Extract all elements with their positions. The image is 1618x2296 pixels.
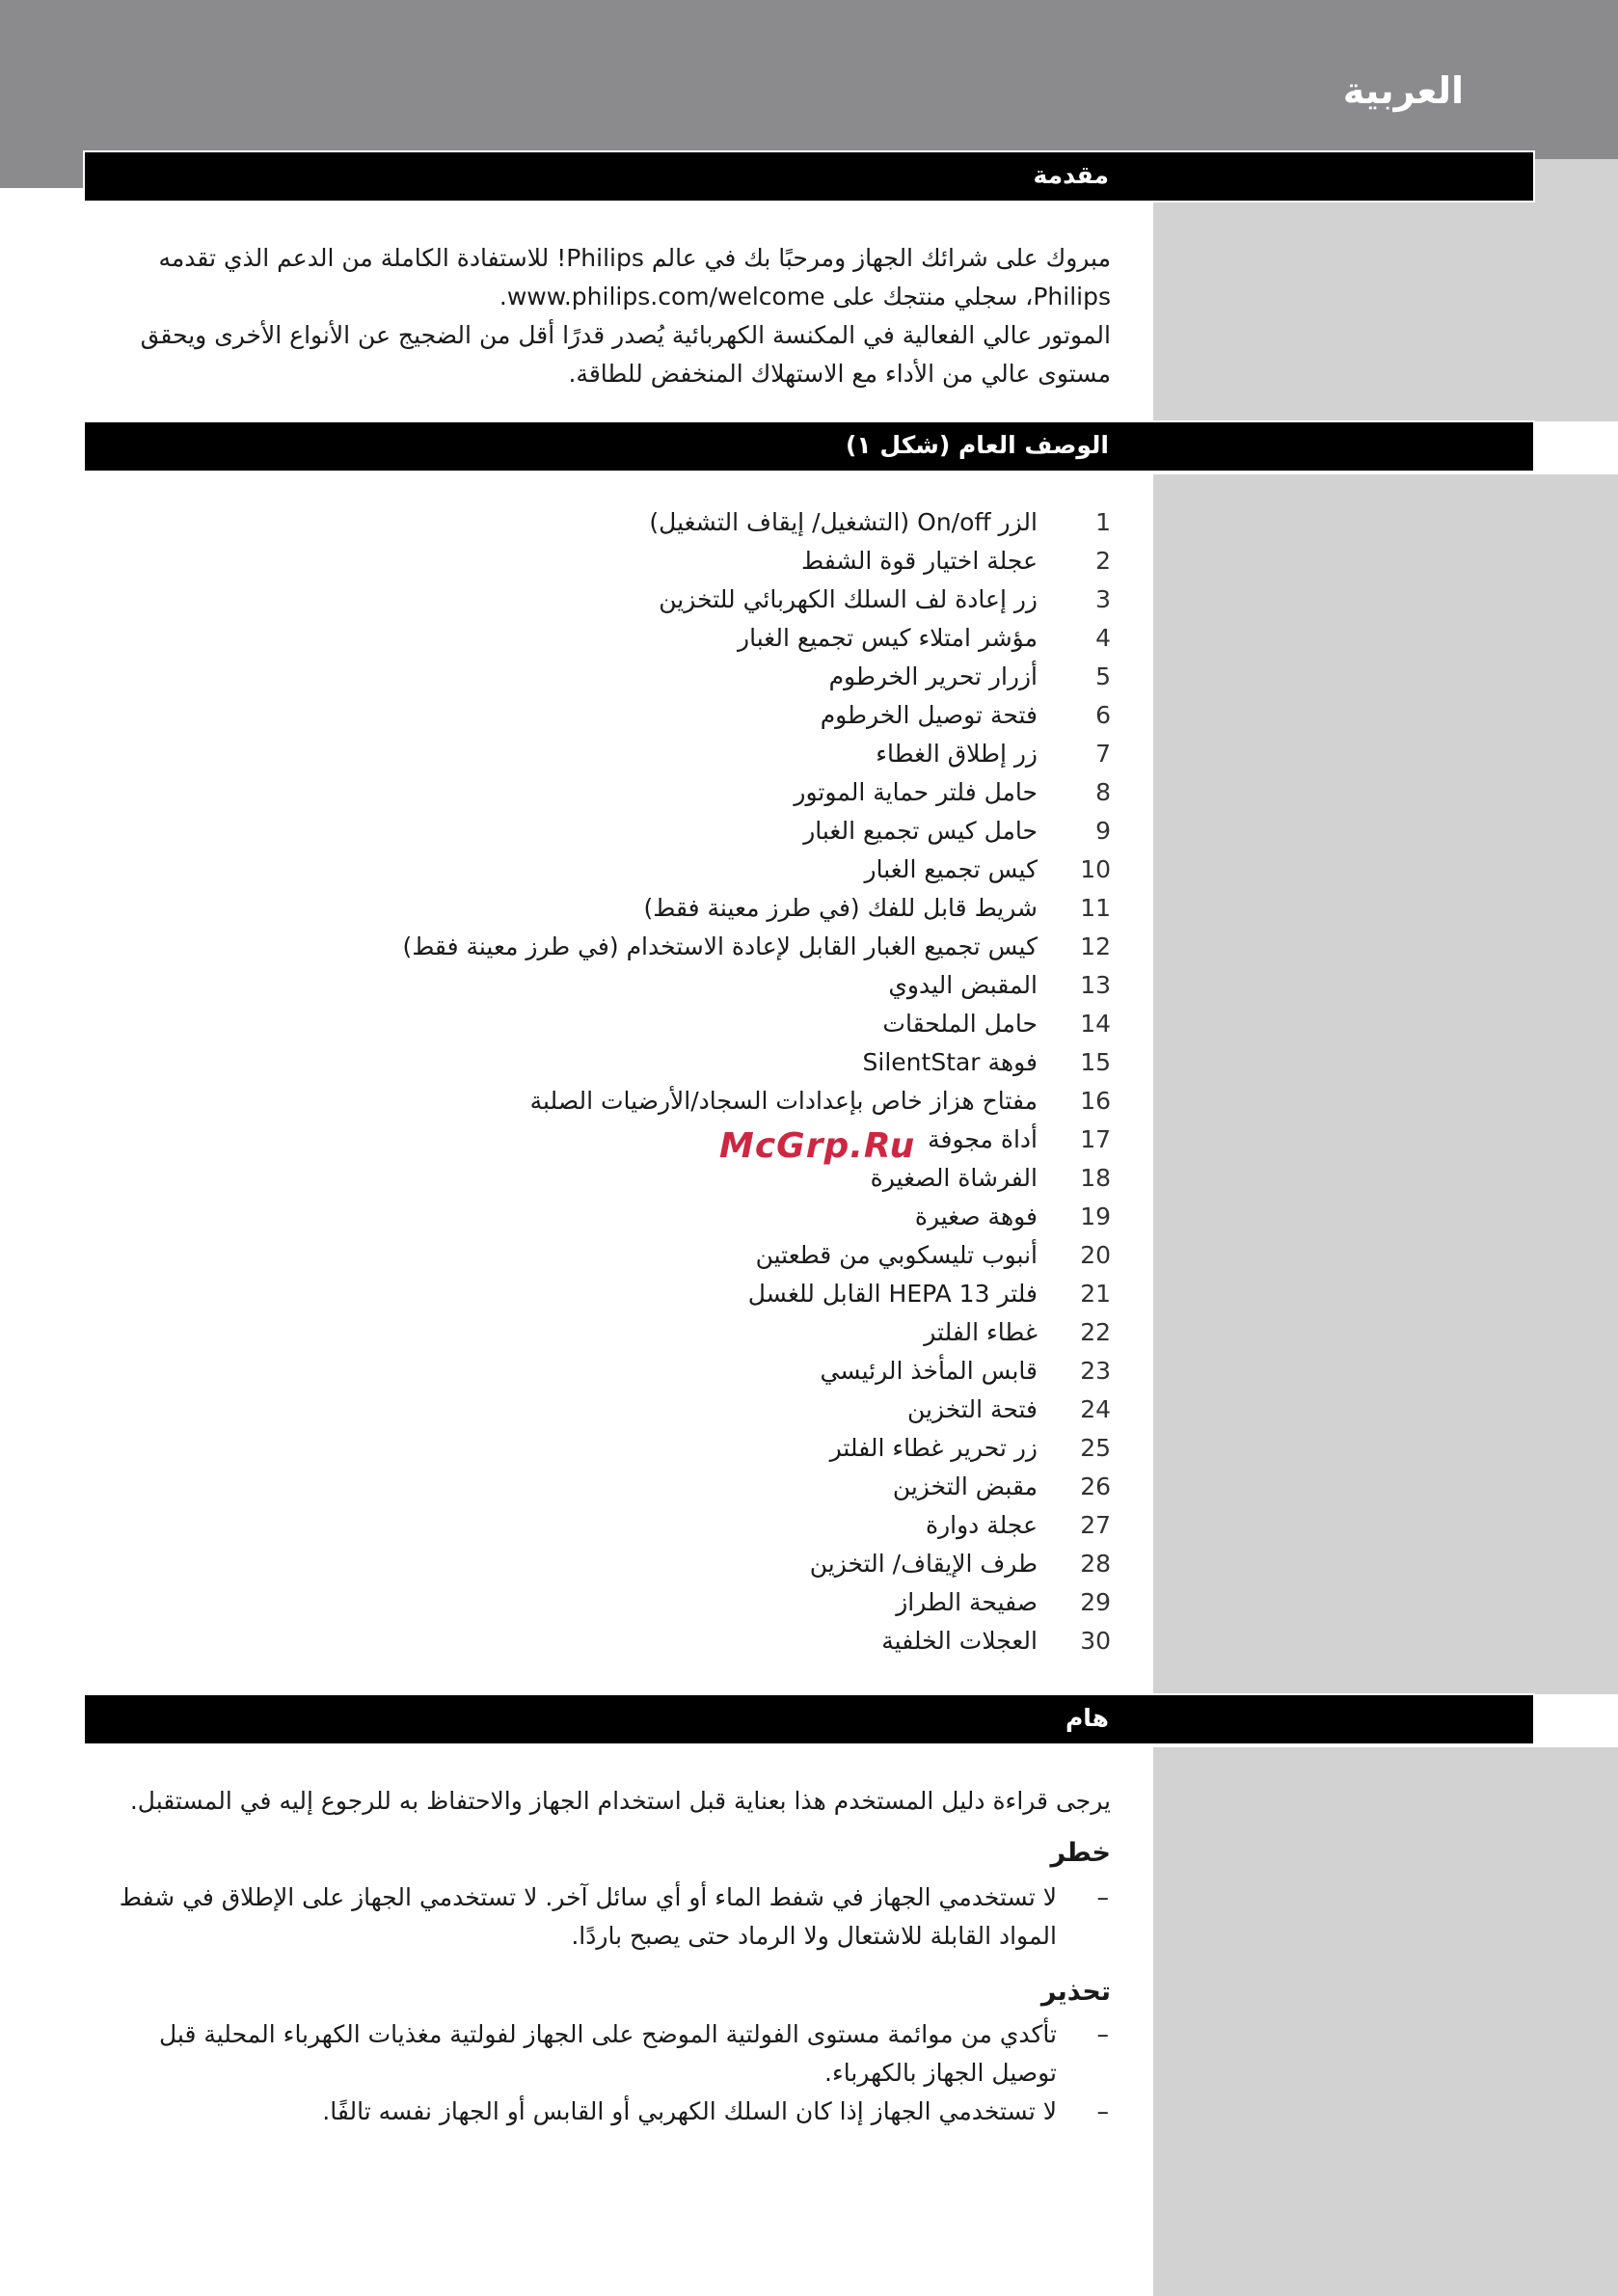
part-label: الفرشاة الصغيرة	[870, 1164, 1038, 1192]
part-item	[89, 1236, 1111, 1275]
part-number: 25	[1080, 1434, 1111, 1462]
part-label: فتحة التخزين	[906, 1395, 1038, 1423]
part-number: 10	[1080, 855, 1111, 883]
parts-list	[89, 503, 1111, 1661]
important-intro: يرجى قراءة دليل المستخدم هذا بعناية قبل استخدام الجهاز والاحتفاظ به للرجوع إليه في المستقبل.	[129, 1787, 1111, 1815]
part-label: عجلة اختيار قوة الشفط	[801, 547, 1038, 575]
part-item	[89, 1429, 1111, 1468]
part-label: المقبض اليدوي	[888, 971, 1038, 999]
part-item	[89, 889, 1111, 928]
part-item	[89, 966, 1111, 1005]
part-item	[89, 696, 1111, 735]
part-label: مفتاح هزاز خاص بإعدادات السجاد/الأرضيات الصلبة	[529, 1087, 1038, 1115]
part-item	[89, 658, 1111, 696]
part-item	[89, 1121, 1111, 1159]
part-number: 8	[1095, 778, 1111, 806]
part-number: 2	[1095, 547, 1111, 575]
part-item	[89, 1005, 1111, 1043]
part-label: أنبوب تليسكوبي من قطعتين	[755, 1241, 1038, 1269]
part-item	[89, 1275, 1111, 1313]
part-number: 15	[1080, 1048, 1111, 1076]
part-label: حامل الملحقات	[882, 1010, 1038, 1038]
section-title-intro: مقدمة	[1033, 161, 1109, 189]
section-bar-general	[85, 422, 1533, 471]
part-number: 28	[1080, 1550, 1111, 1578]
part-number: 17	[1080, 1125, 1111, 1153]
part-label: أزرار تحرير الخرطوم	[828, 662, 1038, 690]
part-label: كيس تجميع الغبار	[864, 855, 1038, 883]
header-band-tab	[0, 159, 85, 188]
part-item	[89, 812, 1111, 851]
danger-list	[89, 1878, 1111, 1956]
part-number: 19	[1080, 1202, 1111, 1230]
part-label: الزر On/off (التشغيل/ إيقاف التشغيل)	[649, 508, 1038, 536]
part-label: فوهة صغيرة	[914, 1202, 1038, 1230]
part-item	[89, 1082, 1111, 1121]
part-label: مؤشر امتلاء كيس تجميع الغبار	[738, 624, 1038, 652]
part-label: عجلة دوارة	[925, 1511, 1038, 1539]
part-label: أداة مجوفة	[928, 1125, 1038, 1153]
watermark: McGrp.Ru	[719, 1126, 916, 1166]
part-item	[89, 1043, 1111, 1082]
part-number: 1	[1095, 508, 1111, 536]
part-item	[89, 1313, 1111, 1352]
part-number: 20	[1080, 1241, 1111, 1269]
part-item	[89, 503, 1111, 542]
part-number: 16	[1080, 1087, 1111, 1115]
warning-list	[89, 2015, 1111, 2131]
part-item	[89, 851, 1111, 889]
intro-paragraph-1: مبروك على شرائك الجهاز ومرحبًا بك في عالم Philips! للاستفادة الكاملة من الدعم الذي تقدمه Philips، سجلي منتجك على www.philips.com/welcome.	[158, 244, 1111, 311]
part-label: فوهة SilentStar	[862, 1048, 1038, 1076]
part-label: حامل فلتر حماية الموتور	[794, 778, 1038, 806]
part-number: 22	[1080, 1318, 1111, 1346]
part-number: 23	[1080, 1357, 1111, 1385]
part-number: 5	[1095, 662, 1111, 690]
part-item	[89, 1198, 1111, 1236]
part-item	[89, 1352, 1111, 1391]
part-item	[89, 1545, 1111, 1583]
part-label: فلتر HEPA 13 القابل للغسل	[747, 1280, 1038, 1308]
part-number: 9	[1095, 817, 1111, 845]
section-bar-important	[85, 1695, 1533, 1743]
part-label: قابس المأخذ الرئيسي	[820, 1357, 1038, 1385]
part-number: 3	[1095, 585, 1111, 613]
part-item	[89, 1583, 1111, 1622]
part-number: 24	[1080, 1395, 1111, 1423]
part-label: شريط قابل للفك (في طرز معينة فقط)	[643, 894, 1038, 922]
part-item	[89, 1391, 1111, 1429]
warning-item: – لا تستخدمي الجهاز إذا كان السلك الكهربي أو القابس أو الجهاز نفسه تالفًا.	[322, 2097, 1109, 2125]
part-number: 18	[1080, 1164, 1111, 1192]
part-item	[89, 773, 1111, 812]
side-column	[1153, 159, 1618, 2296]
part-number: 26	[1080, 1472, 1111, 1500]
part-number: 27	[1080, 1511, 1111, 1539]
part-item	[89, 581, 1111, 619]
part-label: غطاء الفلتر	[924, 1318, 1038, 1346]
part-item	[89, 542, 1111, 581]
part-item	[89, 1506, 1111, 1545]
language-label: العربية	[1342, 69, 1464, 112]
part-number: 6	[1095, 701, 1111, 729]
part-label: العجلات الخلفية	[881, 1627, 1038, 1655]
part-label: كيس تجميع الغبار القابل لإعادة الاستخدام (في طرز معينة فقط)	[402, 932, 1038, 960]
warning-item: – تأكدي من موائمة مستوى الفولتية الموضح على الجهاز لفولتية مغذيات الكهرباء المحلية قبل توصيل الجهاز بالكهرباء.	[158, 2020, 1109, 2087]
part-number: 11	[1080, 894, 1111, 922]
section-title-general: الوصف العام (شكل ١)	[845, 431, 1109, 459]
part-item	[89, 928, 1111, 966]
part-item	[89, 619, 1111, 658]
part-number: 12	[1080, 932, 1111, 960]
part-label: مقبض التخزين	[892, 1472, 1038, 1500]
danger-item: – لا تستخدمي الجهاز في شفط الماء أو أي سائل آخر. لا تستخدمي الجهاز على الإطلاق في شفط المواد القابلة للاشتعال ولا الرماد حتى يصبح باردًا.	[119, 1883, 1109, 1950]
section-bar-intro	[85, 152, 1533, 201]
warning-heading: تحذير	[1040, 1977, 1111, 2007]
part-number: 30	[1080, 1627, 1111, 1655]
part-number: 29	[1080, 1588, 1111, 1616]
part-item	[89, 1622, 1111, 1661]
part-item	[89, 735, 1111, 773]
part-label: طرف الإيقاف/ التخزين	[809, 1550, 1038, 1578]
part-label: حامل كيس تجميع الغبار	[803, 817, 1038, 845]
part-number: 4	[1095, 624, 1111, 652]
part-item	[89, 1468, 1111, 1506]
part-number: 14	[1080, 1010, 1111, 1038]
part-label: زر تحرير غطاء الفلتر	[829, 1434, 1038, 1462]
part-number: 7	[1095, 740, 1111, 768]
part-label: صفيحة الطراز	[896, 1588, 1038, 1616]
intro-paragraph-2: الموتور عالي الفعالية في المكنسة الكهربائية يُصدر قدرًا أقل من الضجيج عن الأنواع الأخرى ويحقق مستوى عالي من الأداء مع الاستهلاك المنخفض للطاقة.	[140, 321, 1111, 388]
part-item	[89, 1159, 1111, 1198]
section-title-important: هام	[1065, 1704, 1109, 1732]
part-label: زر إعادة لف السلك الكهربائي للتخزين	[659, 585, 1038, 613]
part-number: 13	[1080, 971, 1111, 999]
part-label: فتحة توصيل الخرطوم	[820, 701, 1038, 729]
part-label: زر إطلاق الغطاء	[876, 740, 1038, 768]
part-number: 21	[1080, 1280, 1111, 1308]
danger-heading: خطر	[1050, 1838, 1111, 1868]
